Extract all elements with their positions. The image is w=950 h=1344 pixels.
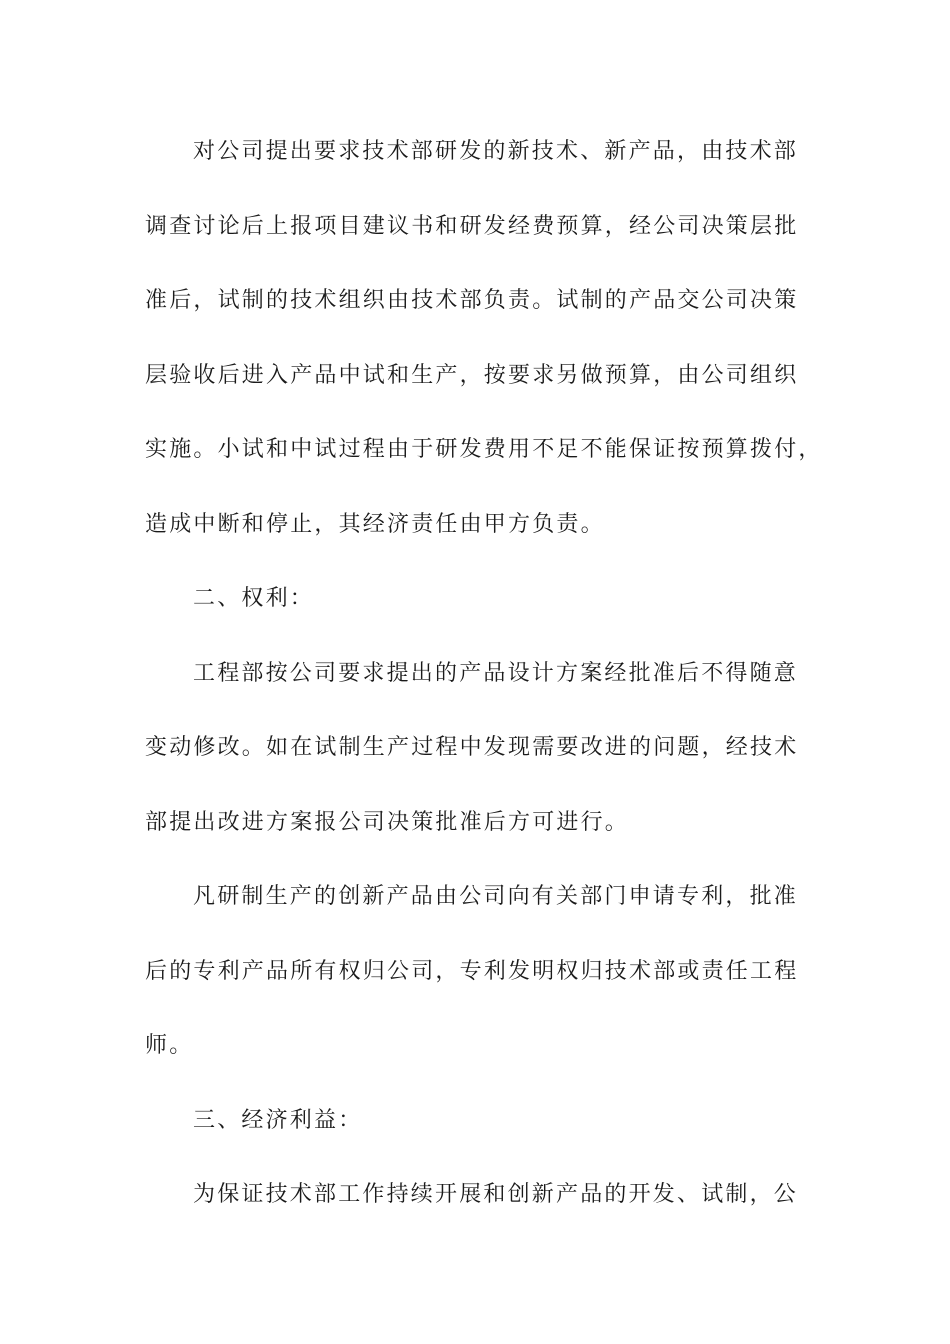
text-line: 对公司提出要求技术部研发的新技术、新产品，由技术部 <box>193 139 799 164</box>
text-line: 工程部按公司要求提出的产品设计方案经批准后不得随意 <box>193 661 799 686</box>
text-line: 师。 <box>145 1033 194 1058</box>
text-line: 调查讨论后上报项目建议书和研发经费预算，经公司决策层批 <box>145 214 799 239</box>
text-line: 后的专利产品所有权归公司，专利发明权归技术部或责任工程 <box>145 959 799 984</box>
section-heading: 二、权利： <box>193 586 315 611</box>
text-line: 层验收后进入产品中试和生产，按要求另做预算，由公司组织 <box>145 363 799 388</box>
text-line: 实施。小试和中试过程由于研发费用不足不能保证按预算拨付， <box>145 437 823 462</box>
section-heading: 三、经济利益： <box>193 1108 363 1133</box>
text-line: 为保证技术部工作持续开展和创新产品的开发、试制，公 <box>193 1182 799 1207</box>
text-line: 部提出改进方案报公司决策批准后方可进行。 <box>145 810 630 835</box>
text-line: 准后，试制的技术组织由技术部负责。试制的产品交公司决策 <box>145 288 799 313</box>
text-line: 变动修改。如在试制生产过程中发现需要改进的问题，经技术 <box>145 735 799 760</box>
text-line: 造成中断和停止，其经济责任由甲方负责。 <box>145 512 605 537</box>
text-line: 凡研制生产的创新产品由公司向有关部门申请专利，批准 <box>193 884 799 909</box>
